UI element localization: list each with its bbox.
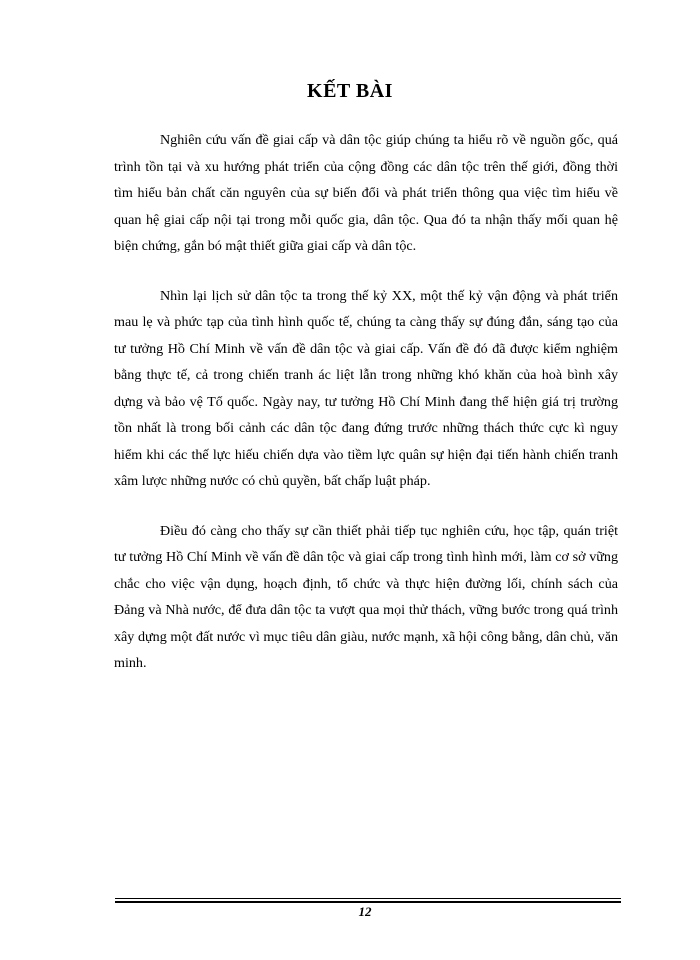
paragraph-1: Nghiên cứu vấn đề giai cấp và dân tộc giúp chúng ta hiểu rõ về nguồn gốc, quá trình tồn tại và xu hướng phát triển của cộng đồng các dân tộc trên thế giới, đồng thời tìm hiểu bản chất căn nguyên của sự biến đổi và phát triển thông qua việc tìm hiểu về quan hệ giai cấp nội tại trong mỗi quốc gia, dân tộc. Qua đó ta nhận thấy mối quan hệ biện chứng, gắn bó mật thiết giữa giai cấp và dân tộc. <box>114 132 618 254</box>
page-title: KẾT BÀI <box>307 80 393 102</box>
paragraph-3: Điều đó càng cho thấy sự cần thiết phải tiếp tục nghiên cứu, học tập, quán triệt tư tưởng Hồ Chí Minh về vấn đề dân tộc và giai cấp trong tình hình mới, làm cơ sở vững chắc cho việc vận dụng, hoạch định, tổ chức và thực hiện đường lối, chính sách của Đảng và Nhà nước, để đưa dân tộc ta vượt qua mọi thử thách, vững bước trong quá trình xây dựng một đất nước vì mục tiêu dân giàu, nước mạnh, xã hội công bằng, dân chủ, văn minh. <box>114 522 618 671</box>
document-body <box>114 127 618 700</box>
paragraph-2: Nhìn lại lịch sử dân tộc ta trong thế kỷ XX, một thế kỷ vận động và phát triển mau lẹ và phức tạp của tình hình quốc tế, chúng ta càng thấy sự đúng đắn, sáng tạo của tư tưởng Hồ Chí Minh về vấn đề dân tộc và giai cấp. Vấn đề đó đã được kiểm nghiệm bằng thực tế, cả trong chiến tranh ác liệt lẫn trong những khó khăn của hoà bình xây dựng và bảo vệ Tổ quốc. Ngày nay, tư tưởng Hồ Chí Minh đang thể hiện giá trị trường tồn nhất là trong bối cảnh các dân tộc đang đứng trước những thách thức cực kì nguy hiểm khi các thế lực hiếu chiến dựa vào tiềm lực quân sự hiện đại tiến hành chiến tranh xâm lược những nước có chủ quyền, bất chấp luật pháp. <box>114 287 618 489</box>
footer-rule-thin <box>115 898 621 899</box>
page-number: 12 <box>358 904 372 919</box>
footer-rule-thick <box>115 901 621 903</box>
